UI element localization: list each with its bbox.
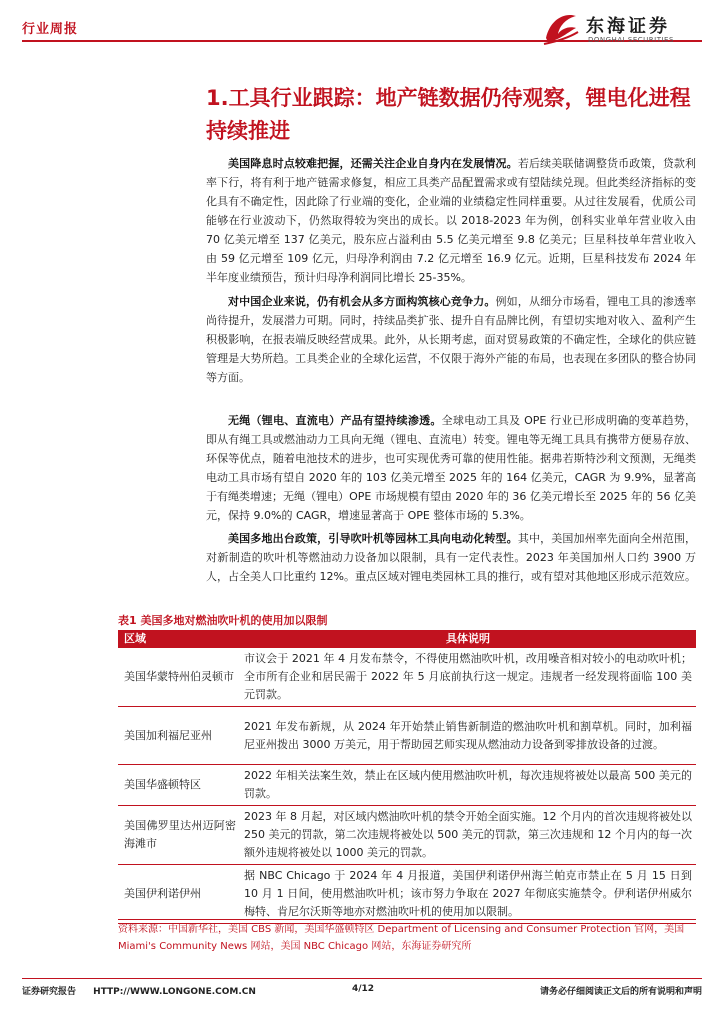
table-cell-detail: 2022 年相关法案生效，禁止在区域内使用燃油吹叶机，每次违规将被处以最高 500 美元的罚款。 bbox=[240, 765, 696, 806]
table-source-note: 资料来源：中国新华社，美国 CBS 新闻，美国华盛顿特区 Department of Licensing and Consumer Protection 官网，美国 Miami's Community News 网站，美国 NBC Chicago 网站，东海证券研究所 bbox=[118, 919, 696, 955]
paragraph-body: 例如，从细分市场看，锂电工具的渗透率尚待提升，发展潜力可期。同时，持续品类扩张、提升自有品牌比例，有望切实地对收入、盈利产生积极影响，在报表端反映经营成果。此外，从长期考虑，面对贸易政策的不确定性，全球化的供应链管理是大势所趋。工具类企业的全球化运营，不仅限于海外产能的布局，也表现在多团队的整合协同等方面。 bbox=[206, 295, 697, 384]
paragraph-lead: 无绳（锂电、直流电）产品有望持续渗透。 bbox=[228, 414, 442, 427]
section-title: 1.工具行业跟踪：地产链数据仍待观察，锂电化进程持续推进 bbox=[206, 86, 691, 143]
footer-page-number: 4/12 bbox=[352, 984, 375, 994]
footer-disclaimer: 请务必仔细阅读正文后的所有说明和声明 bbox=[539, 987, 702, 997]
paragraph-lead: 对中国企业来说，仍有机会从多方面构筑核心竞争力。 bbox=[228, 295, 496, 308]
paragraph-lead: 美国降息时点较难把握，还需关注企业自身内在发展情况。 bbox=[228, 157, 518, 170]
table-row bbox=[118, 707, 696, 765]
paragraph-body: 若后续美联储调整货币政策，贷款利率下行，将有利于地产链需求修复，相应工具类产品配置需求或有望陆续兑现。但此类经济指标的变化具有不确定性，因此除了行业端的变化，企业端的业绩稳定性同样重要。从过往发展看，优质公司能够在行业波动下，仍然取得较为突出的成长。以 2018-2023 年为例，创科实业单年营业收入由 70 亿美元增至 137 亿美元，股东应占溢利由 5.5 亿美元增至 9.8 亿美元；巨星科技单年营业收入由 59 亿元增至 109 亿元，归母净利润由 7.2 亿元增至 16.9 亿元。近期，巨星科技发布 2024 年半年度业绩预告，预计归母净利润同比增长 25-35%。 bbox=[206, 157, 697, 284]
company-logo bbox=[540, 6, 700, 50]
paragraph bbox=[206, 529, 696, 586]
table-row bbox=[118, 865, 696, 924]
table-cell-region: 美国华盛顿特区 bbox=[118, 765, 240, 806]
table-cell-region: 美国加利福尼亚州 bbox=[118, 707, 240, 765]
paragraph-body: 其中，美国加州率先面向全州范围，对新制造的吹叶机等燃油动力设备加以限制，具有一定代表性。2023 年美国加州人口约 3900 万人，占全美人口比重约 12%。重点区域对锂电类园林工具的推行，或有望对其他地区形成示范效应。 bbox=[206, 532, 697, 583]
footer-left bbox=[22, 984, 270, 997]
paragraph-body: 全球电动工具及 OPE 行业已形成明确的变革趋势，即从有绳工具或燃油动力工具向无绳（锂电、直流电）转变。锂电等无绳工具具有携带方便易存放、环保等优点，随着电池技术的进步，也可实现优秀可靠的使用性能。据弗若斯特沙利文预测，无绳类电动工具市场有望自 2020 年的 103 亿美元增至 2025 年的 164 亿美元，CAGR 为 9.9%，显著高于有绳类增速；无绳（锂电）OPE 市场规模有望由 2020 年的 36 亿美元增长至 2025 年的 56 亿美元，保持 9.0%的 CAGR，增速显著高于 OPE 整体市场的 5.3%。 bbox=[206, 414, 697, 522]
table-cell-region: 美国佛罗里达州迈阿密海滩市 bbox=[118, 806, 240, 865]
table-header-region: 区域 bbox=[118, 630, 240, 648]
logo-seal-icon bbox=[540, 8, 582, 48]
table-header-row bbox=[118, 630, 696, 648]
paragraph-lead: 美国多地出台政策，引导吹叶机等园林工具向电动化转型。 bbox=[228, 532, 518, 545]
table-cell-detail: 2023 年 8 月起，对区域内燃油吹叶机的禁令开始全面实施。12 个月内的首次违规将被处以 250 美元的罚款，第二次违规将被处以 500 美元的罚款，第三次违规和 12 个月内的每一次额外违规将被处以 1000 美元的罚款。 bbox=[240, 806, 696, 865]
paragraph bbox=[206, 154, 696, 287]
table-header-detail: 具体说明 bbox=[240, 630, 696, 648]
table-cell-region: 美国伊利诺伊州 bbox=[118, 865, 240, 924]
footer-report-type: 证券研究报告 bbox=[22, 987, 77, 997]
table-cell-detail: 市议会于 2021 年 4 月发布禁令，不得使用燃油吹叶机，改用噪音相对较小的电动吹叶机；全市所有企业和居民需于 2022 年 5 月底前执行这一规定。违规者一经发现将面临 100 美元罚款。 bbox=[240, 648, 696, 707]
table-cell-region: 美国华蒙特州伯灵顿市 bbox=[118, 648, 240, 707]
section-tag: 行业周报 bbox=[22, 22, 79, 37]
table-caption: 表1 美国多地对燃油吹叶机的使用加以限制 bbox=[118, 614, 328, 627]
logo-english-name: DONGHAI SECURITIES bbox=[588, 36, 674, 44]
footer-divider bbox=[22, 978, 702, 979]
table-row bbox=[118, 648, 696, 707]
table-row bbox=[118, 765, 696, 806]
footer-website-link[interactable]: HTTP://WWW.LONGONE.COM.CN bbox=[93, 987, 256, 997]
table-cell-detail: 2021 年发布新规，从 2024 年开始禁止销售新制造的燃油吹叶机和割草机。同时，加利福尼亚州拨出 3000 万美元，用于帮助园艺师实现从燃油动力设备到零排放设备的过渡。 bbox=[240, 707, 696, 765]
paragraph bbox=[206, 411, 696, 525]
regulation-table bbox=[118, 630, 696, 924]
table-cell-detail: 据 NBC Chicago 于 2024 年 4 月报道，美国伊利诺伊州海兰帕克市禁止在 5 月 15 日到 10 月 1 日间，使用燃油吹叶机；该市努力争取在 2027 年彻底实施禁令。伊利诺伊州威尔梅特、肯尼尔沃斯等地亦对燃油吹叶机的使用加以限制。 bbox=[240, 865, 696, 924]
logo-chinese-name: 东海证券 bbox=[586, 16, 670, 37]
table-row bbox=[118, 806, 696, 865]
paragraph bbox=[206, 292, 696, 387]
